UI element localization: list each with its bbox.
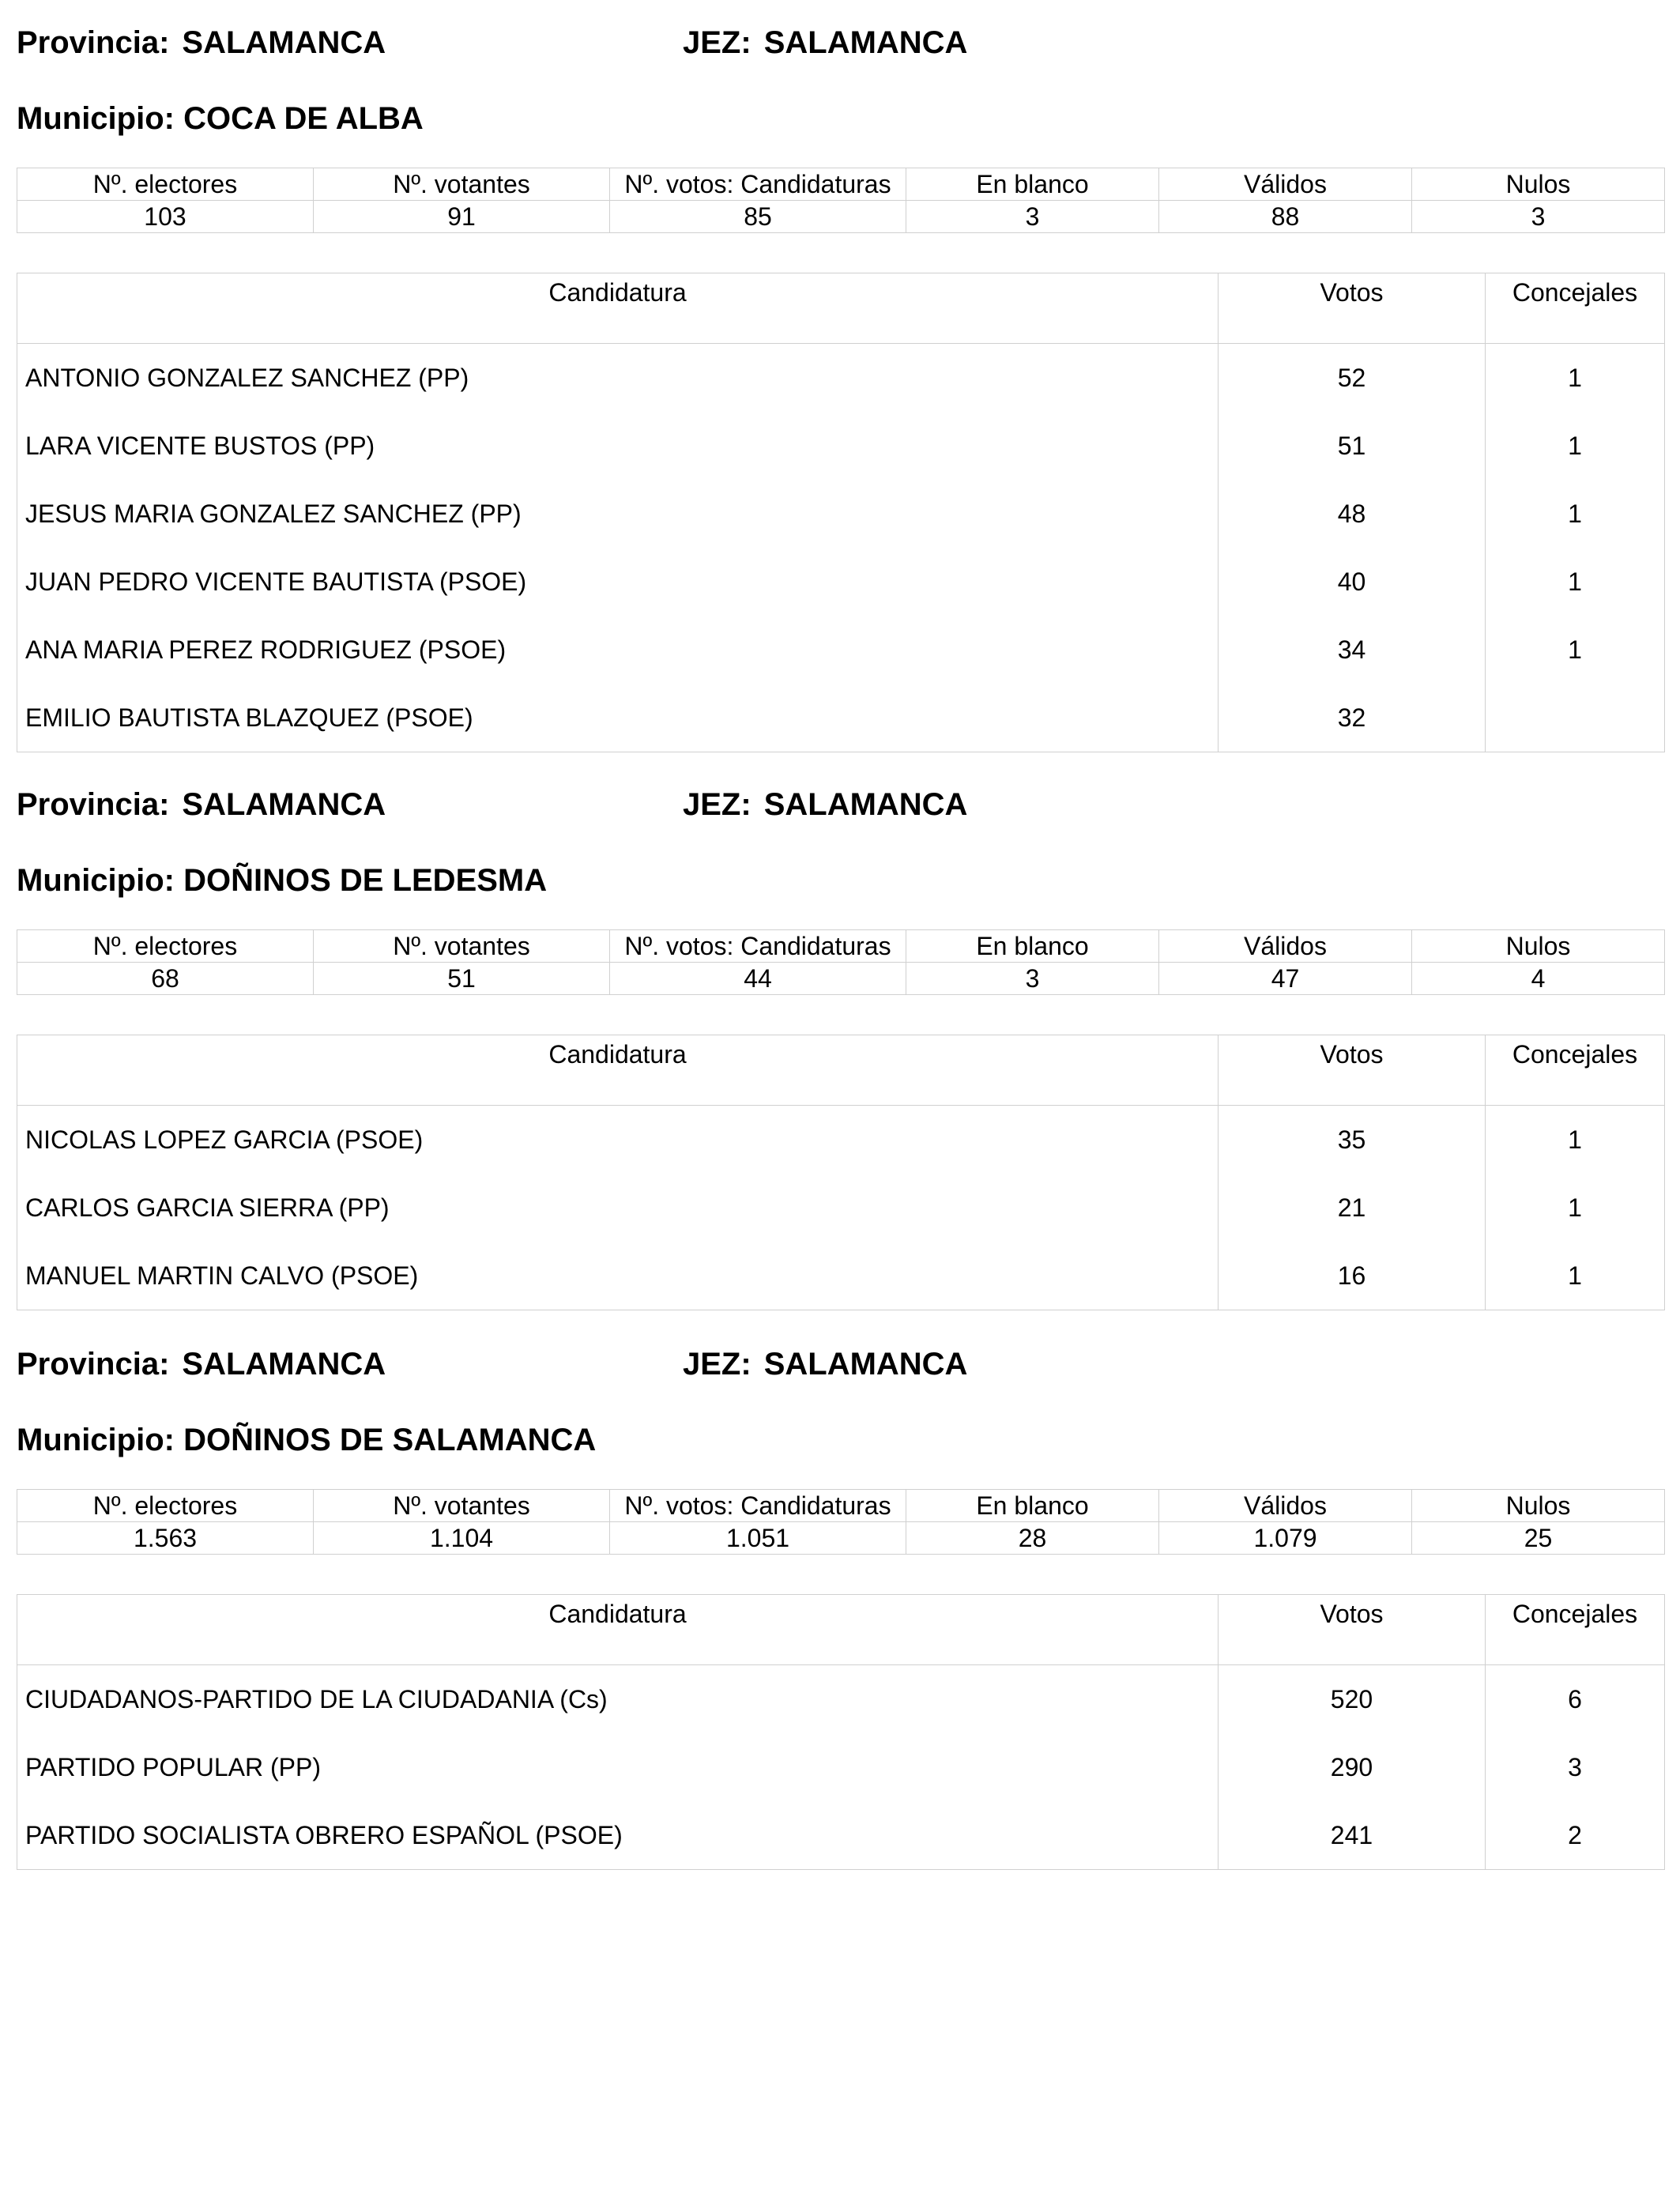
jez-value: SALAMANCA — [763, 787, 968, 822]
municipio-heading: Municipio: COCA DE ALBA — [17, 101, 424, 136]
results-table — [17, 1594, 1665, 1870]
candidatura-cell: CARLOS GARCIA SIERRA (PP) — [17, 1174, 1219, 1242]
stats-value-cell: 1.104 — [314, 1522, 610, 1555]
stats-header-cell: Nº. electores — [17, 168, 314, 201]
votos-cell: 32 — [1219, 684, 1486, 752]
table-row — [17, 1733, 1665, 1801]
votos-header: Votos — [1219, 273, 1486, 344]
table-row — [17, 1242, 1665, 1310]
stats-value-cell: 3 — [1412, 201, 1665, 233]
stats-header-cell: Nº. electores — [17, 1490, 314, 1522]
stats-value-cell: 44 — [610, 963, 906, 995]
stats-value-cell: 103 — [17, 201, 314, 233]
table-row — [17, 616, 1665, 684]
stats-value-cell: 85 — [610, 201, 906, 233]
concejales-cell: 1 — [1486, 616, 1665, 684]
stats-header-cell: Nº. votos: Candidaturas — [610, 1490, 906, 1522]
concejales-header: Concejales — [1486, 1595, 1665, 1665]
stats-header-cell: Válidos — [1159, 1490, 1412, 1522]
stats-header-cell: Nº. votantes — [314, 1490, 610, 1522]
table-row — [17, 1106, 1665, 1174]
candidatura-cell: LARA VICENTE BUSTOS (PP) — [17, 412, 1219, 480]
jez-heading: JEZ: SALAMANCA — [683, 787, 968, 822]
concejales-cell: 2 — [1486, 1801, 1665, 1870]
table-row — [17, 344, 1665, 413]
stats-value-cell: 68 — [17, 963, 314, 995]
stats-value-cell: 1.079 — [1159, 1522, 1412, 1555]
jez-value: SALAMANCA — [763, 25, 968, 60]
municipio-value: COCA DE ALBA — [183, 101, 424, 136]
candidatura-cell: CIUDADANOS-PARTIDO DE LA CIUDADANIA (Cs) — [17, 1665, 1219, 1734]
stats-value-cell: 88 — [1159, 201, 1412, 233]
municipio-heading: Municipio: DOÑINOS DE SALAMANCA — [17, 1423, 597, 1457]
concejales-cell: 1 — [1486, 480, 1665, 548]
provincia-value: SALAMANCA — [182, 787, 386, 822]
stats-value-cell: 1.563 — [17, 1522, 314, 1555]
table-row — [17, 480, 1665, 548]
concejales-cell: 1 — [1486, 548, 1665, 616]
provincia-value: SALAMANCA — [182, 1347, 386, 1382]
table-row — [17, 412, 1665, 480]
municipio-heading: Municipio: DOÑINOS DE LEDESMA — [17, 863, 548, 898]
candidatura-cell: NICOLAS LOPEZ GARCIA (PSOE) — [17, 1106, 1219, 1174]
stats-value-cell: 47 — [1159, 963, 1412, 995]
jez-heading: JEZ: SALAMANCA — [683, 25, 968, 60]
table-row — [17, 1174, 1665, 1242]
stats-header-cell: Nº. votantes — [314, 930, 610, 963]
candidatura-header: Candidatura — [17, 1595, 1219, 1665]
results-header-row — [17, 1035, 1665, 1106]
provincia-heading: Provincia: SALAMANCA — [17, 25, 386, 60]
stats-header-cell: Nulos — [1412, 168, 1665, 201]
votos-cell: 520 — [1219, 1665, 1486, 1734]
stats-value-row — [17, 1522, 1665, 1555]
votos-cell: 52 — [1219, 344, 1486, 413]
candidatura-cell: PARTIDO SOCIALISTA OBRERO ESPAÑOL (PSOE) — [17, 1801, 1219, 1870]
votos-cell: 51 — [1219, 412, 1486, 480]
municipio-value: DOÑINOS DE LEDESMA — [183, 863, 548, 898]
results-header-row — [17, 1595, 1665, 1665]
candidatura-cell: MANUEL MARTIN CALVO (PSOE) — [17, 1242, 1219, 1310]
stats-header-cell: En blanco — [906, 1490, 1159, 1522]
stats-table — [17, 168, 1665, 233]
stats-header-cell: Válidos — [1159, 930, 1412, 963]
stats-value-cell: 3 — [906, 201, 1159, 233]
stats-value-cell: 51 — [314, 963, 610, 995]
concejales-header: Concejales — [1486, 273, 1665, 344]
stats-header-cell: En blanco — [906, 168, 1159, 201]
table-row — [17, 684, 1665, 752]
stats-value-cell: 4 — [1412, 963, 1665, 995]
stats-value-cell: 25 — [1412, 1522, 1665, 1555]
stats-header-cell: Nº. votos: Candidaturas — [610, 168, 906, 201]
stats-value-row — [17, 963, 1665, 995]
stats-header-cell: Nº. votantes — [314, 168, 610, 201]
votos-cell: 40 — [1219, 548, 1486, 616]
votos-cell: 16 — [1219, 1242, 1486, 1310]
results-header-row — [17, 273, 1665, 344]
candidatura-cell: ANTONIO GONZALEZ SANCHEZ (PP) — [17, 344, 1219, 413]
votos-header: Votos — [1219, 1035, 1486, 1106]
concejales-cell: 1 — [1486, 412, 1665, 480]
provincia-heading: Provincia: SALAMANCA — [17, 1347, 386, 1382]
table-row — [17, 548, 1665, 616]
jez-value: SALAMANCA — [763, 1347, 968, 1382]
concejales-cell: 1 — [1486, 1106, 1665, 1174]
votos-cell: 34 — [1219, 616, 1486, 684]
stats-header-cell: Válidos — [1159, 168, 1412, 201]
table-row — [17, 1801, 1665, 1870]
stats-value-cell: 1.051 — [610, 1522, 906, 1555]
municipio-value: DOÑINOS DE SALAMANCA — [183, 1423, 597, 1457]
stats-value-cell: 3 — [906, 963, 1159, 995]
stats-header-row — [17, 168, 1665, 201]
stats-header-cell: Nº. votos: Candidaturas — [610, 930, 906, 963]
candidatura-cell: JUAN PEDRO VICENTE BAUTISTA (PSOE) — [17, 548, 1219, 616]
stats-header-cell: Nulos — [1412, 930, 1665, 963]
stats-value-cell: 28 — [906, 1522, 1159, 1555]
concejales-cell: 3 — [1486, 1733, 1665, 1801]
candidatura-cell: EMILIO BAUTISTA BLAZQUEZ (PSOE) — [17, 684, 1219, 752]
votos-cell: 21 — [1219, 1174, 1486, 1242]
votos-cell: 241 — [1219, 1801, 1486, 1870]
candidatura-cell: ANA MARIA PEREZ RODRIGUEZ (PSOE) — [17, 616, 1219, 684]
stats-header-row — [17, 930, 1665, 963]
concejales-header: Concejales — [1486, 1035, 1665, 1106]
candidatura-cell: PARTIDO POPULAR (PP) — [17, 1733, 1219, 1801]
votos-header: Votos — [1219, 1595, 1486, 1665]
stats-header-cell: En blanco — [906, 930, 1159, 963]
results-table — [17, 273, 1665, 752]
votos-cell: 48 — [1219, 480, 1486, 548]
stats-header-row — [17, 1490, 1665, 1522]
candidatura-header: Candidatura — [17, 1035, 1219, 1106]
concejales-cell: 6 — [1486, 1665, 1665, 1734]
concejales-cell — [1486, 684, 1665, 752]
stats-header-cell: Nº. electores — [17, 930, 314, 963]
provincia-value: SALAMANCA — [182, 25, 386, 60]
stats-value-cell: 91 — [314, 201, 610, 233]
votos-cell: 290 — [1219, 1733, 1486, 1801]
table-row — [17, 1665, 1665, 1734]
results-table — [17, 1035, 1665, 1310]
concejales-cell: 1 — [1486, 344, 1665, 413]
concejales-cell: 1 — [1486, 1174, 1665, 1242]
stats-header-cell: Nulos — [1412, 1490, 1665, 1522]
candidatura-cell: JESUS MARIA GONZALEZ SANCHEZ (PP) — [17, 480, 1219, 548]
candidatura-header: Candidatura — [17, 273, 1219, 344]
jez-heading: JEZ: SALAMANCA — [683, 1347, 968, 1382]
stats-table — [17, 1489, 1665, 1555]
concejales-cell: 1 — [1486, 1242, 1665, 1310]
provincia-heading: Provincia: SALAMANCA — [17, 787, 386, 822]
stats-table — [17, 929, 1665, 995]
stats-value-row — [17, 201, 1665, 233]
votos-cell: 35 — [1219, 1106, 1486, 1174]
